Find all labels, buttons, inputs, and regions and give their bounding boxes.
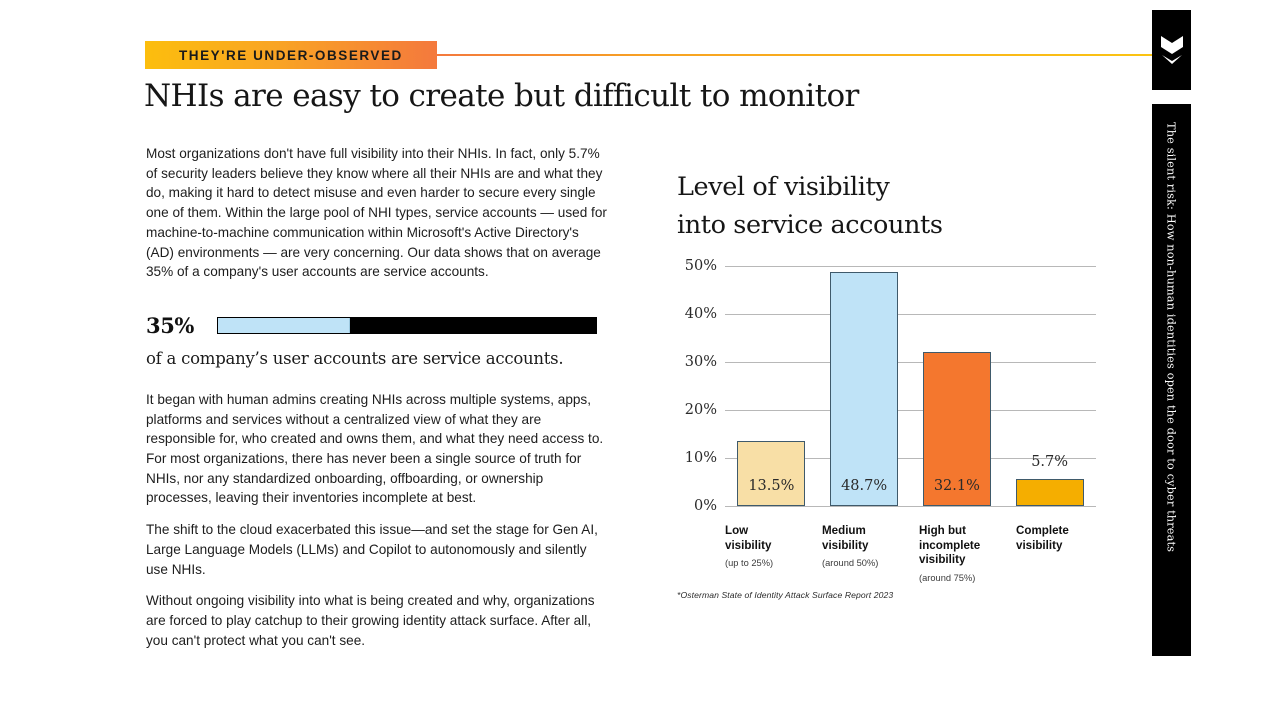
body-paragraph-3: The shift to the cloud exacerbated this issue—and set the stage for Gen AI, Large Language Models (LLMs) and Copilot to autonomously and silently use NHIs. (146, 522, 598, 577)
progress-bar-fill (218, 318, 350, 333)
y-axis-tick-label: 50% (684, 258, 717, 274)
bar-value-label: 13.5% (748, 478, 795, 494)
brand-logo-block (1152, 10, 1191, 90)
stat-row (146, 312, 610, 340)
side-rail (1152, 104, 1191, 656)
y-axis-labels (677, 258, 717, 514)
x-axis-category-label: High but incomplete visibility (919, 524, 981, 566)
chart-bar (830, 272, 898, 506)
eyebrow-row (145, 41, 1155, 69)
spacer (146, 368, 610, 390)
side-rail-text: The silent risk: How non-human identities open the door to cyber threats (1164, 122, 1179, 553)
body-paragraph-4: Without ongoing visibility into what is being created and why, organizations are forced to play catchup to their growing identity attack surface. After all, you can't protect what you can't see. (146, 593, 595, 648)
page-title: NHIs are easy to create but difficult to monitor (144, 78, 859, 114)
spacer (146, 579, 610, 591)
x-axis-category (725, 524, 816, 569)
x-axis-category-sublabel: (up to 25%) (725, 558, 774, 568)
bar-value-label: 5.7% (1031, 453, 1069, 470)
progress-bar-track (217, 317, 597, 334)
spacer (146, 282, 610, 312)
stat-value: 35% (146, 313, 194, 339)
chart-container (677, 168, 1107, 516)
x-axis-category-sublabel: (around 75%) (919, 572, 976, 583)
chart-bar (737, 441, 805, 506)
bar-value-label: 32.1% (933, 478, 980, 494)
eyebrow-rule (437, 54, 1155, 56)
x-axis-category (1016, 524, 1107, 553)
chart-footnote: *Osterman State of Identity Attack Surface Report 2023 (677, 590, 894, 600)
x-axis-labels (725, 524, 1125, 594)
x-axis-category-label: Complete visibility (1016, 524, 1069, 552)
eyebrow-label: THEY'RE UNDER-OBSERVED (179, 47, 403, 63)
y-axis-tick-label: 0% (693, 498, 717, 514)
x-axis-category (822, 524, 913, 569)
chart-bar (923, 352, 991, 506)
y-axis-tick-label: 20% (684, 402, 717, 418)
x-axis-category-label: Medium visibility (822, 524, 869, 552)
y-axis-tick-label: 10% (684, 450, 717, 466)
body-paragraph-2: It began with human admins creating NHIs across multiple systems, apps, platforms and services without a centralized view of what they are responsible for, who created and owns them, and what they need access to. For most organizations, there has never been a single source of truth for NHIs, nor any standardized onboarding, offboarding, or ownership processes, leaving their inventories incomplete at best. (146, 391, 604, 506)
chart-title (677, 168, 1107, 244)
left-content-column (146, 144, 610, 650)
eyebrow-badge (145, 41, 437, 69)
double-chevron-logo-icon (1159, 35, 1185, 65)
x-axis-category-sublabel: (around 50%) (822, 558, 879, 568)
x-axis-category (919, 524, 1010, 584)
body-paragraph-1: Most organizations don't have full visibility into their NHIs. In fact, only 5.7% of security leaders believe they know where all their NHIs are and what they do, making it hard to detect misuse and even harder to secure every single one of them. Within the large pool of NHI types, service accounts — used for machine-to-machine communication within Microsoft's Active Directory's (AD) environments — are very concerning. Our data shows that on average 35% of a company's user accounts are service accounts. (146, 146, 607, 280)
chart-bars (725, 266, 1096, 506)
bar-chart-plot (677, 258, 1096, 516)
stat-caption: of a company’s user accounts are service accounts. (146, 348, 564, 368)
gridline (725, 506, 1096, 507)
chart-title-line-1: Level of visibility (677, 172, 890, 202)
spacer (146, 508, 610, 520)
y-axis-tick-label: 30% (684, 354, 717, 370)
chart-title-line-2: into service accounts (677, 210, 943, 240)
x-axis-category-label: Low visibility (725, 524, 772, 552)
chart-bar (1016, 453, 1084, 506)
bar-value-label: 48.7% (841, 478, 888, 494)
y-axis-tick-label: 40% (684, 306, 717, 322)
